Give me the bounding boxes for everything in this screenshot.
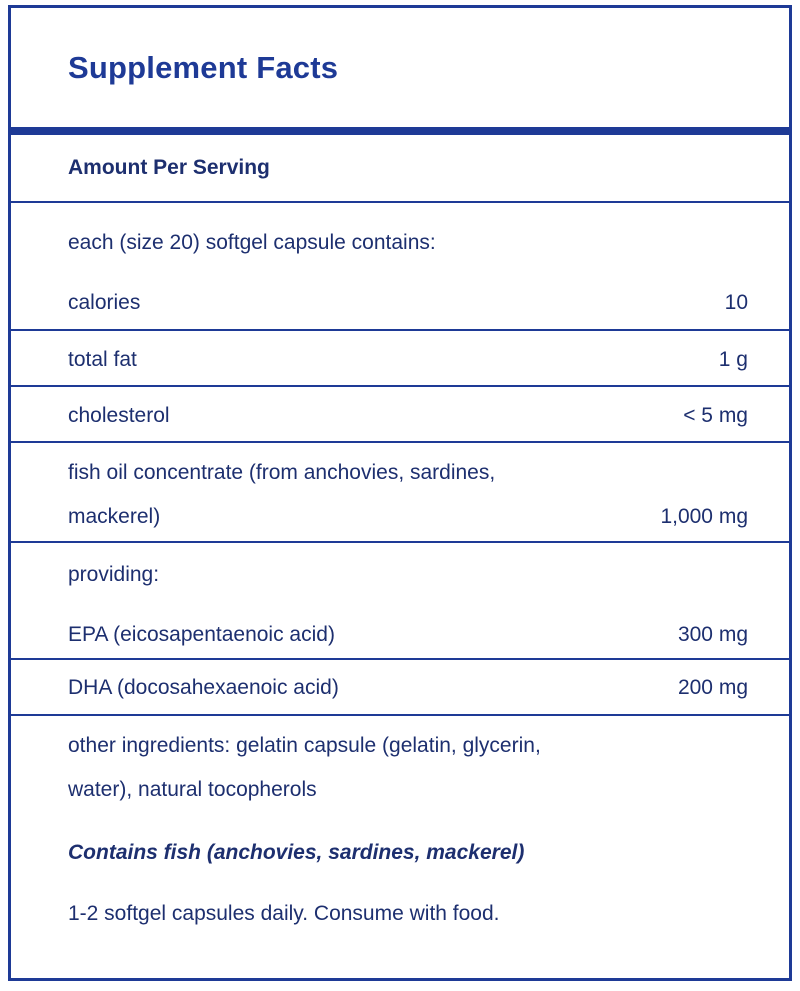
amount-per-serving-heading: Amount Per Serving <box>68 156 270 179</box>
row-value: < 5 mg <box>683 404 748 427</box>
row-value: 200 mg <box>677 676 748 699</box>
row-label-line1: fish oil concentrate (from anchovies, sardines, <box>68 461 496 484</box>
row-value: 1,000 mg <box>660 505 748 528</box>
row-value: 10 <box>724 291 748 314</box>
providing-label: providing: <box>68 563 160 586</box>
title-block <box>11 8 789 127</box>
other-ingredients-line2: water), natural tocopherols <box>68 778 317 801</box>
row-label: total fat <box>68 348 137 371</box>
table-row-epa <box>11 543 789 660</box>
row-value: 300 mg <box>677 623 748 646</box>
allergen-statement: Contains fish (anchovies, sardines, mackerel) <box>68 841 525 864</box>
table-row-calories <box>11 203 789 331</box>
page-title: Supplement Facts <box>68 50 339 85</box>
table-row-total-fat <box>11 331 789 387</box>
row-label: cholesterol <box>68 404 170 427</box>
serving-intro: each (size 20) softgel capsule contains: <box>68 231 436 254</box>
row-label: DHA (docosahexaenoic acid) <box>68 676 339 699</box>
table-row-fish-oil <box>11 443 789 543</box>
row-label: calories <box>68 291 141 314</box>
footer-block <box>11 716 789 966</box>
supplement-facts-panel <box>8 5 792 981</box>
row-label-line2: mackerel) <box>68 505 161 528</box>
table-row-cholesterol <box>11 387 789 443</box>
other-ingredients-line1: other ingredients: gelatin capsule (gelatin, glycerin, <box>68 734 541 757</box>
thick-divider <box>11 127 789 135</box>
row-label: EPA (eicosapentaenoic acid) <box>68 623 335 646</box>
amount-per-serving-block <box>11 135 789 203</box>
directions: 1-2 softgel capsules daily. Consume with food. <box>68 902 500 925</box>
row-value: 1 g <box>718 348 748 371</box>
table-row-dha <box>11 660 789 716</box>
